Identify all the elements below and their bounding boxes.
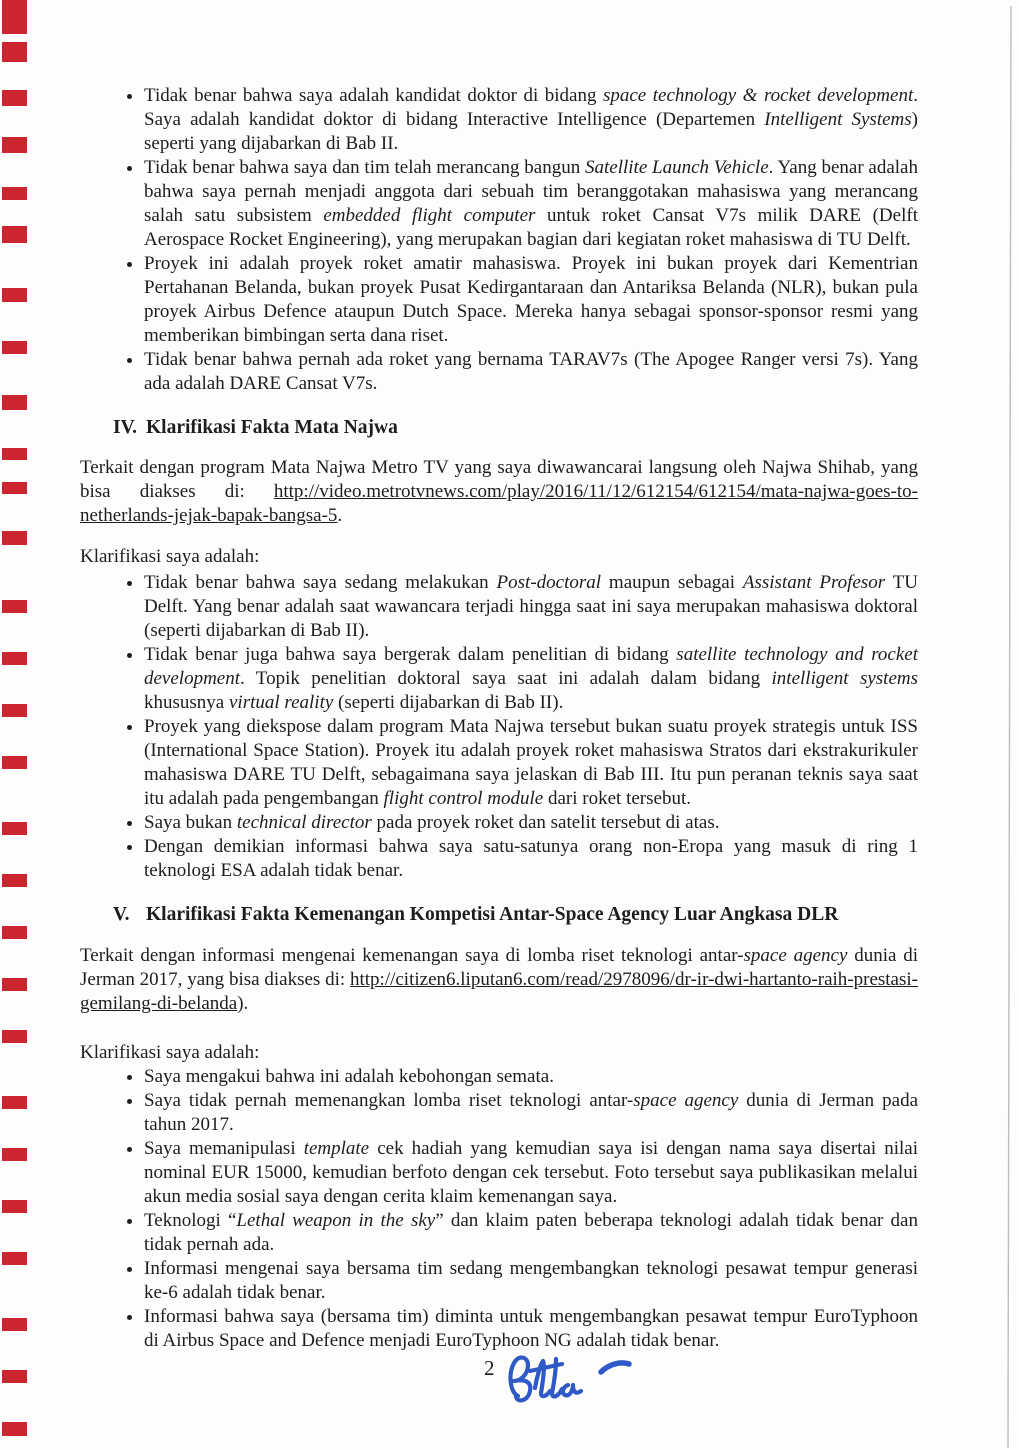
text-run: Assistant Profesor — [742, 572, 886, 593]
text-run: dari roket tersebut. — [543, 788, 691, 809]
scan-artifact-mark — [2, 1422, 27, 1436]
scan-artifact-mark — [2, 395, 27, 410]
paraf-dash — [601, 1363, 629, 1372]
text-run: ). — [237, 993, 249, 1014]
list-item — [144, 811, 918, 835]
list-item — [144, 1257, 918, 1305]
section-v-list-label: Klarifikasi saya adalah: — [80, 1042, 260, 1063]
page-footer — [484, 1350, 645, 1412]
scan-artifact-mark — [2, 137, 27, 153]
text-run: dunia di Jerman 2017, yang bisa diakses di: — [80, 945, 919, 990]
scan-artifact-mark — [2, 341, 27, 354]
text-run: Tidak benar juga bahwa saya bergerak dalam penelitian di bidang — [144, 644, 677, 665]
section-iv-intro-paragraph — [80, 456, 918, 528]
intro-bullet-list — [80, 84, 918, 396]
text-run: Tidak benar bahwa saya sedang melakukan — [144, 572, 497, 593]
text-run: Tidak benar bahwa pernah ada roket yang bernama TARAV7s (The Apogee Ranger versi 7s). Yang ada adalah DARE Cansat V7s. — [144, 349, 918, 394]
scan-artifact-mark — [2, 704, 27, 717]
section-heading-iv — [113, 416, 918, 440]
list-item — [144, 1137, 918, 1209]
list-item — [144, 1209, 918, 1257]
list-item — [144, 84, 918, 156]
text-run: ” dan klaim paten beberapa teknologi adalah tidak benar dan tidak pernah ada. — [144, 1210, 918, 1255]
url-text: http://video.metrotvnews.com/play/2016/11/12/612154/612154/mata-najwa-goes-to-netherlands-jejak-bapak-bangsa-5 — [80, 481, 918, 526]
text-run: . — [337, 505, 343, 526]
text-run: (seperti dijabarkan di Bab II). — [333, 692, 564, 713]
text-run: Saya bukan — [144, 812, 237, 833]
text-run: pada proyek roket dan satelit tersebut di atas. — [371, 812, 720, 833]
text-run: technical director — [236, 812, 372, 833]
scan-artifact-mark — [2, 448, 27, 460]
list-item — [144, 1065, 918, 1089]
list-item — [144, 571, 918, 643]
text-run: cek hadiah yang kemudian saya isi dengan nama saya disertai nilai nominal EUR 15000, kemudian berfoto dengan cek tersebut. Foto tersebut saya publikasikan melalui akun media sosial saya dengan cerita klaim kemenangan saya. — [144, 1138, 919, 1207]
text-run: Informasi bahwa saya (bersama tim) diminta untuk mengembangkan pesawat tempur EuroTyphoon di Airbus Space and Defence menjadi EuroTyphoon NG adalah tidak benar. — [144, 1306, 918, 1351]
list-item — [144, 1305, 918, 1353]
text-run: Intelligent Systems — [764, 109, 912, 130]
section-v-intro-paragraph — [80, 944, 918, 1016]
text-run: Saya memanipulasi — [144, 1138, 304, 1159]
text-run: Proyek yang diekspose dalam program Mata Najwa tersebut bukan suatu proyek strategis untuk ISS (International Space Station). Proyek itu adalah proyek roket mahasiswa Stratos dari ekstrakurikuler mahasiswa DARE TU Delft, sebagaimana saya jelaskan di Bab III. Itu pun peranan teknis saya saat itu adalah pada pengembangan — [144, 716, 918, 809]
section-number: V. — [113, 904, 130, 925]
scan-artifact-mark — [2, 1318, 27, 1331]
page-number: 2 — [484, 1356, 495, 1380]
scan-artifact-mark — [2, 187, 27, 200]
text-run: Tidak benar bahwa saya dan tim telah merancang bangun — [144, 157, 585, 178]
scan-artifact-mark — [2, 822, 27, 835]
section-title: Klarifikasi Fakta Mata Najwa — [146, 417, 398, 438]
list-item — [144, 348, 918, 396]
scan-artifact-mark — [2, 652, 27, 665]
scan-artifact-mark — [2, 0, 27, 34]
scan-artifact-mark — [2, 756, 27, 769]
text-run: Terkait dengan program Mata Najwa Metro TV yang saya diwawancarai langsung oleh Najwa Shihab, yang bisa diakses di: — [80, 457, 918, 502]
text-run: Dengan demikian informasi bahwa saya satu-satunya orang non-Eropa yang masuk di ring 1 teknologi ESA adalah tidak benar. — [144, 836, 918, 881]
text-run: space technology & rocket development — [602, 85, 914, 106]
section-number: IV. — [113, 417, 138, 438]
text-run: . Topik penelitian doktoral saya saat ini adalah dalam bidang — [240, 668, 772, 689]
list-item — [144, 156, 918, 252]
scan-artifact-mark — [2, 482, 27, 494]
text-run: space agency — [633, 1090, 739, 1111]
scan-artifact-mark — [2, 226, 27, 243]
scan-artifact-mark — [2, 531, 27, 545]
text-run: Lethal weapon in the sky — [236, 1210, 436, 1231]
text-run: Proyek ini adalah proyek roket amatir mahasiswa. Proyek ini bukan proyek dari Kementrian Pertahanan Belanda, bukan proyek Pusat Kedirgantaraan dan Antariksa Belanda (NLR), bukan pula proyek Airbus Defence ataupun Dutch Space. Mereka hanya sebagai sponsor-sponsor resmi yang memberikan bimbingan serta dana riset. — [144, 253, 918, 346]
text-run: Teknologi “ — [144, 1210, 237, 1231]
handwritten-paraf-signature — [505, 1350, 645, 1412]
text-run: Informasi mengenai saya bersama tim sedang mengembangkan teknologi pesawat tempur generasi ke-6 adalah tidak benar. — [144, 1258, 918, 1303]
text-run: maupun sebagai — [601, 572, 743, 593]
list-item — [144, 835, 918, 883]
text-run: . Yang benar adalah bahwa saya pernah menjadi anggota dari sebuah tim beranggotakan mahasiswa yang merancang salah satu subsistem — [144, 157, 918, 226]
text-run: Saya tidak pernah memenangkan lomba riset teknologi antar- — [144, 1090, 634, 1111]
text-run: khususnya — [144, 692, 229, 713]
text-run: intelligent systems — [771, 668, 918, 689]
text-run: Terkait dengan informasi mengenai kemenangan saya di lomba riset teknologi antar- — [80, 945, 744, 966]
scan-artifact-mark — [2, 1370, 27, 1383]
text-run: Saya mengakui bahwa ini adalah kebohongan semata. — [144, 1066, 554, 1087]
paraf-stroke — [510, 1357, 530, 1400]
list-item — [144, 252, 918, 348]
list-item — [144, 1089, 918, 1137]
section-title: Klarifikasi Fakta Kemenangan Kompetisi Antar-Space Agency Luar Angkasa DLR — [146, 904, 839, 925]
text-run: Satellite Launch Vehicle — [585, 157, 769, 178]
scan-artifact-mark — [2, 1148, 27, 1161]
section-iv-list-label: Klarifikasi saya adalah: — [80, 546, 260, 567]
scan-artifact-mark — [2, 1252, 27, 1265]
scan-artifact-mark — [2, 978, 27, 991]
list-item — [144, 643, 918, 715]
text-run: Post-doctoral — [496, 572, 602, 593]
text-run: template — [303, 1138, 370, 1159]
scan-artifact-mark — [2, 1200, 27, 1213]
text-run: embedded flight computer — [323, 205, 536, 226]
section-v-bullet-list — [80, 1065, 918, 1353]
scan-artifact-mark — [2, 926, 27, 939]
paraf-stroke — [562, 1385, 580, 1395]
scan-artifact-mark — [2, 288, 27, 302]
text-run: space agency — [743, 945, 848, 966]
url-text: http://citizen6.liputan6.com/read/2978096/dr-ir-dwi-hartanto-raih-prestasi-gemilang-di-belanda — [80, 969, 918, 1014]
page-content — [80, 84, 918, 1353]
section-iv-bullet-list — [80, 571, 918, 883]
text-run: dunia di Jerman pada tahun 2017. — [144, 1090, 918, 1135]
list-item — [144, 715, 918, 811]
text-run: Tidak benar bahwa saya adalah kandidat doktor di bidang — [144, 85, 603, 106]
scan-artifact-mark — [2, 42, 27, 62]
scan-artifact-mark — [2, 874, 27, 887]
scan-artifact-mark — [2, 1096, 27, 1109]
text-run: ) seperti yang dijabarkan di Bab II. — [144, 109, 918, 154]
text-run: satellite technology and rocket development — [144, 644, 919, 689]
text-run: TU Delft. Yang benar adalah saat wawancara terjadi hingga saat ini saya merupakan mahasiswa doktoral (seperti dijabarkan di Bab II). — [144, 572, 919, 641]
text-run: . Saya adalah kandidat doktor di bidang Interactive Intelligence (Departemen — [144, 85, 918, 130]
text-run: flight control module — [383, 788, 544, 809]
scan-artifact-mark — [2, 1030, 27, 1043]
text-run: untuk roket Cansat V7s milik DARE (Delft Aerospace Rocket Engineering), yang merupakan bagian dari kegiatan roket mahasiswa di TU Delft. — [144, 205, 918, 250]
scan-artifact-mark — [2, 600, 27, 613]
section-heading-v — [113, 903, 918, 927]
text-run: virtual reality — [228, 692, 334, 713]
scan-artifact-mark — [2, 90, 27, 106]
